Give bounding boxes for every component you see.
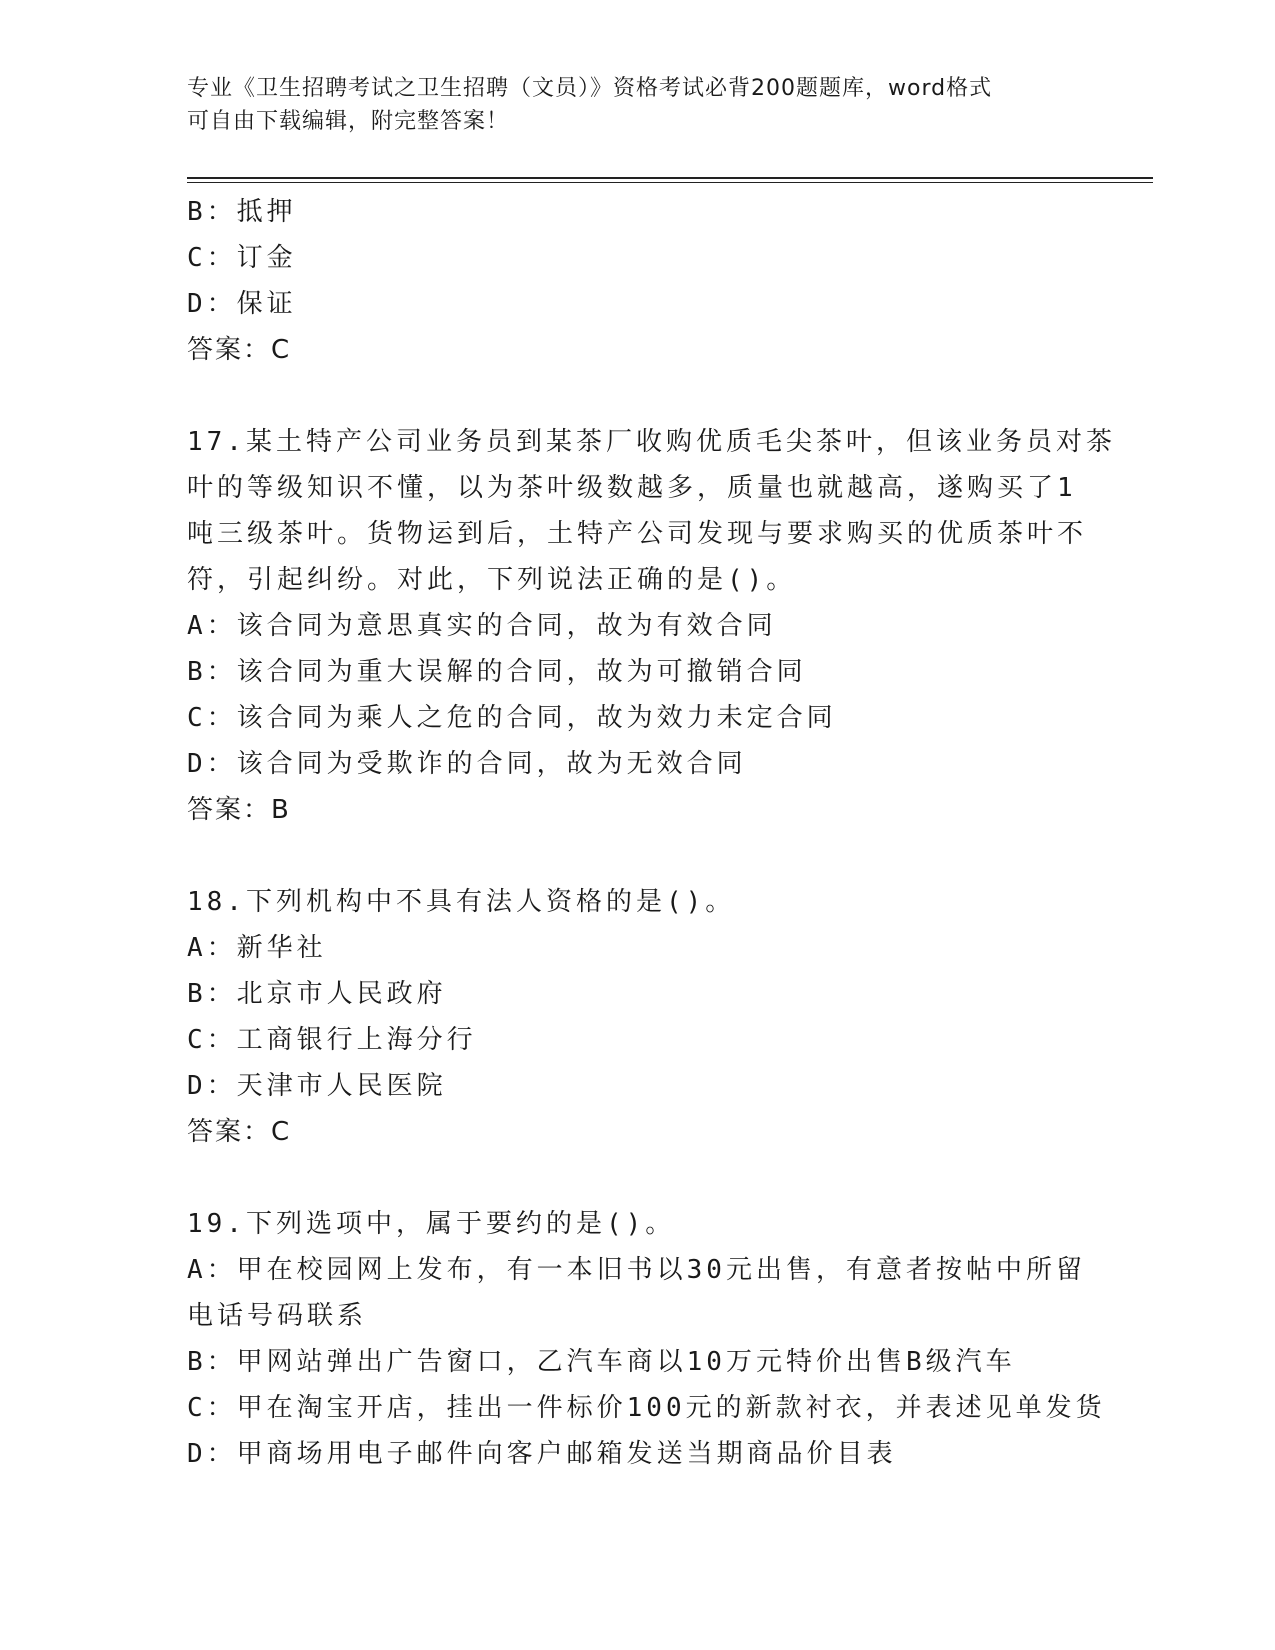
option-b: B：该合同为重大误解的合同，故为可撤销合同 <box>187 657 807 687</box>
answer: 答案：B <box>187 795 291 825</box>
page-header <box>187 72 1087 138</box>
option-b: B：抵押 <box>187 197 297 227</box>
option-a-line-2: 电话号码联系 <box>187 1301 368 1331</box>
header-line-1: 专业《卫生招聘考试之卫生招聘（文员）》资格考试必背200题题库，word格式 <box>187 76 993 101</box>
question-stem-line: 17.某土特产公司业务员到某茶厂收购优质毛尖茶叶，但该业务员对茶 <box>187 427 1116 457</box>
option-b: B：甲网站弹出广告窗口，乙汽车商以10万元特价出售B级汽车 <box>187 1347 1016 1377</box>
question-stem-line: 符，引起纠纷。对此，下列说法正确的是()。 <box>187 565 797 595</box>
option-a-line-1: A：甲在校园网上发布，有一本旧书以30元出售，有意者按帖中所留 <box>187 1255 1086 1285</box>
answer: 答案：C <box>187 335 292 365</box>
spacer <box>187 833 1087 879</box>
answer: 答案：C <box>187 1117 292 1147</box>
question-16-tail <box>187 189 1087 373</box>
spacer <box>187 1155 1087 1201</box>
question-stem-line: 叶的等级知识不懂，以为茶叶级数越多，质量也就越高，遂购买了1 <box>187 473 1077 503</box>
question-stem: 19.下列选项中，属于要约的是()。 <box>187 1209 676 1239</box>
question-17 <box>187 419 1116 833</box>
option-d: D：保证 <box>187 289 297 319</box>
question-stem: 18.下列机构中不具有法人资格的是()。 <box>187 887 736 917</box>
option-c: C：该合同为乘人之危的合同，故为效力未定合同 <box>187 703 837 733</box>
option-d: D：天津市人民医院 <box>187 1071 447 1101</box>
question-stem-line: 吨三级茶叶。货物运到后，土特产公司发现与要求购买的优质茶叶不 <box>187 519 1088 549</box>
question-18 <box>187 879 1087 1155</box>
option-c: C：工商银行上海分行 <box>187 1025 477 1055</box>
document-body <box>187 189 1116 1477</box>
header-divider <box>187 177 1153 183</box>
option-a: A：该合同为意思真实的合同，故为有效合同 <box>187 611 777 641</box>
option-c: C：订金 <box>187 243 297 273</box>
question-19 <box>187 1201 1106 1477</box>
header-line-2: 可自由下载编辑，附完整答案！ <box>187 109 510 134</box>
option-c: C：甲在淘宝开店，挂出一件标价100元的新款衬衣，并表述见单发货 <box>187 1393 1106 1423</box>
spacer <box>187 373 1087 419</box>
option-a: A：新华社 <box>187 933 327 963</box>
option-d: D：甲商场用电子邮件向客户邮箱发送当期商品价目表 <box>187 1439 897 1469</box>
option-b: B：北京市人民政府 <box>187 979 447 1009</box>
option-d: D：该合同为受欺诈的合同，故为无效合同 <box>187 749 747 779</box>
